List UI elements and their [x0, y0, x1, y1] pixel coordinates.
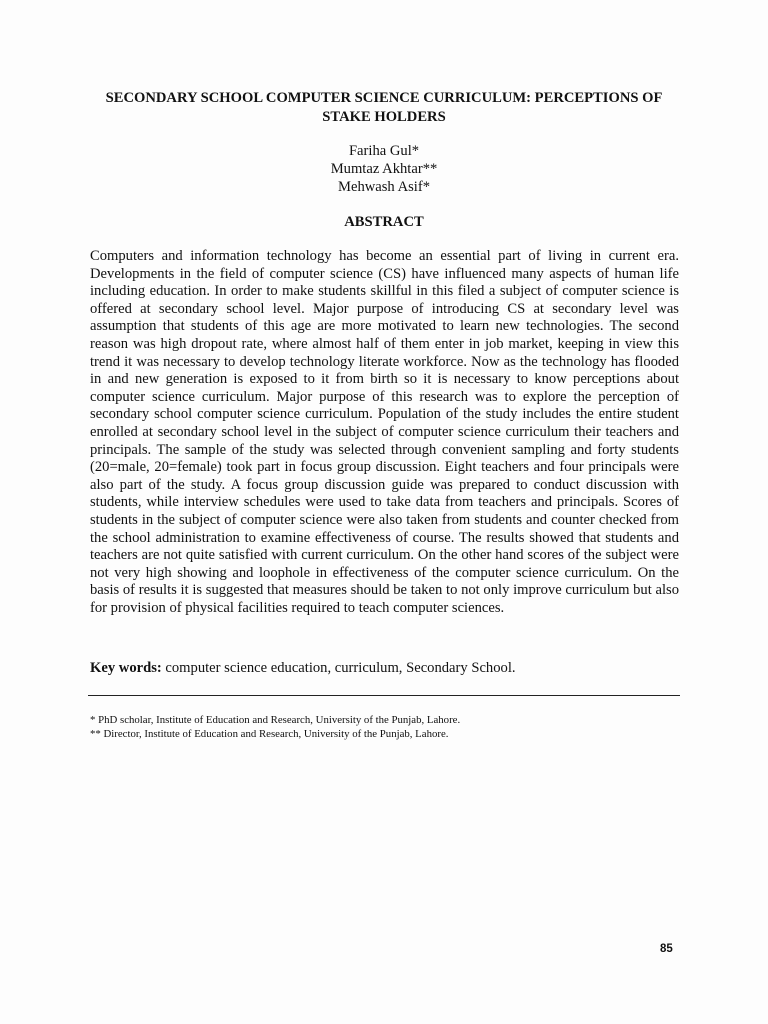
abstract-text: Computers and information technology has become an essential part of living in current era. Developments in the field of computer science (CS) have influenced many aspects of human life including education. In order to make students skillful in this filed a subject of computer science is offered at secondary school level. Major purpose of introducing CS at secondary level was assumption that students of this age are more motivated to learn new technologies. The second reason was high dropout rate, where almost half of them enter in job market, keeping in view this trend it was necessary to develop technology literate workforce. Now as the technology has flooded in and new generation is exposed to it from birth so it is necessary to know perceptions about computer science curriculum. Major purpose of this research was to explore the perception of secondary school computer science curriculum. Population of the study includes the entire student enrolled at secondary school level in the subject of computer science curriculum their teachers and principals. The sample of the study was selected through convenient sampling and forty students (20=male, 20=female) took part in focus group discussion. Eight teachers and four principals were also part of the study. A focus group discussion guide was prepared to conduct discussion with students, while interview schedules were used to take data from teachers and principals. Scores of students in the subject of computer science were also taken from students and counter checked from the school administration to examine effectiveness of course. The results showed that students and teachers are not quite satisfied with current curriculum. On the other hand scores of the subject were not very high showing and loophole in effectiveness of the computer science curriculum. On the basis of results it is suggested that measures should be taken to not only improve curriculum but also for provision of physical facilities required to teach computer sciences. [90, 248, 679, 616]
footnotes [90, 714, 679, 741]
author-name: Fariha Gul* [348, 143, 420, 159]
keywords [90, 659, 679, 677]
author-name: Mumtaz Akhtar** [330, 161, 438, 177]
abstract-heading: ABSTRACT [344, 214, 424, 230]
keywords-text: computer science education, curriculum, Secondary School. [161, 660, 516, 676]
author-name: Mehwash Asif* [337, 179, 431, 195]
author-list [80, 142, 688, 196]
keywords-label: Key words: [90, 660, 162, 676]
footnote: ** Director, Institute of Education and Research, University of the Punjab, Lahore. [90, 727, 449, 740]
footnote: * PhD scholar, Institute of Education and Research, University of the Punjab, Lahore. [90, 714, 461, 726]
page-number: 85 [660, 943, 673, 955]
paper-title: SECONDARY SCHOOL COMPUTER SCIENCE CURRICULUM: PERCEPTIONS OF STAKE HOLDERS [105, 90, 663, 125]
footnote-divider [88, 695, 680, 696]
